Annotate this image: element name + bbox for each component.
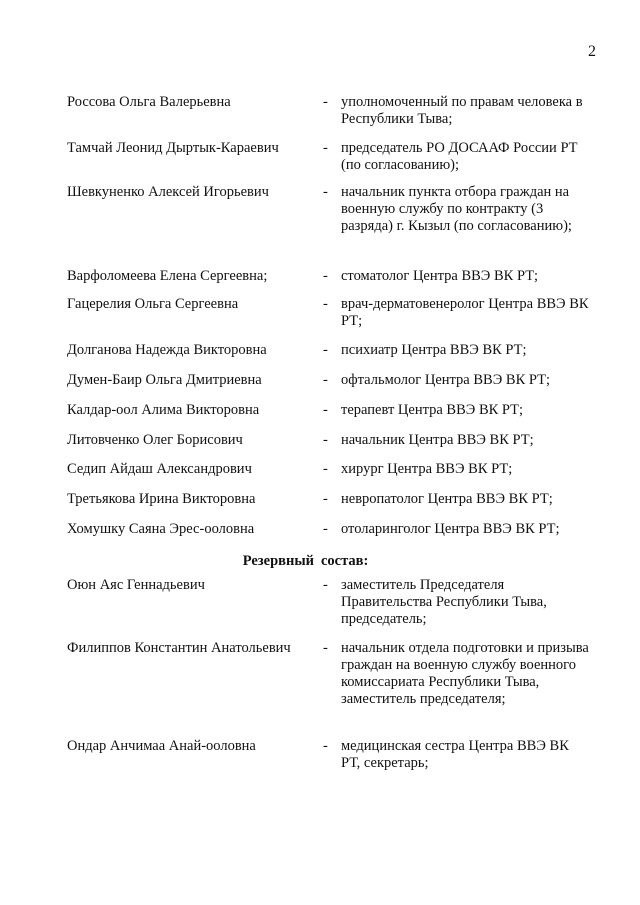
member-dash: - bbox=[323, 640, 328, 656]
member-role: врач-дерматовенеролог Центра ВВЭ ВК РТ; bbox=[341, 296, 589, 329]
member-role: невропатолог Центра ВВЭ ВК РТ; bbox=[341, 491, 553, 507]
member-name: Седип Айдаш Александрович bbox=[67, 461, 252, 477]
member-dash: - bbox=[323, 491, 328, 507]
member-role: уполномоченный по правам человека в Республики Тыва; bbox=[341, 94, 583, 127]
member-role: психиатр Центра ВВЭ ВК РТ; bbox=[341, 342, 527, 358]
reserve-title-word-1: Резервный bbox=[242, 553, 314, 569]
member-name: Оюн Аяс Геннадьевич bbox=[67, 577, 205, 593]
member-dash: - bbox=[323, 432, 328, 448]
member-role: терапевт Центра ВВЭ ВК РТ; bbox=[341, 402, 524, 418]
member-name: Третьякова Ирина Викторовна bbox=[67, 491, 256, 507]
member-name: Гацерелия Ольга Сергеевна bbox=[67, 296, 239, 312]
member-role: стоматолог Центра ВВЭ ВК РТ; bbox=[341, 268, 539, 284]
member-dash: - bbox=[323, 461, 328, 477]
member-name: Литовченко Олег Борисович bbox=[67, 432, 243, 448]
member-name: Шевкуненко Алексей Игорьевич bbox=[67, 184, 269, 200]
member-dash: - bbox=[323, 94, 328, 110]
member-dash: - bbox=[323, 184, 328, 200]
page-number-text: 2 bbox=[588, 43, 596, 60]
member-role: офтальмолог Центра ВВЭ ВК РТ; bbox=[341, 372, 550, 388]
member-role: начальник пункта отбора граждан на военную службу по контракту (3 разряда) г. Кызыл (по согласованию); bbox=[341, 184, 572, 234]
member-dash: - bbox=[323, 372, 328, 388]
member-name: Ондар Анчимаа Анай-ооловна bbox=[67, 738, 256, 754]
member-name: Филиппов Константин Анатольевич bbox=[67, 640, 291, 656]
member-dash: - bbox=[323, 521, 328, 537]
member-dash: - bbox=[323, 268, 328, 284]
member-name: Тамчай Леонид Дыртык-Караевич bbox=[67, 140, 279, 156]
member-dash: - bbox=[323, 296, 328, 312]
member-role: начальник отдела подготовки и призыва граждан на военную службу военного комиссариата Республики Тыва, заместитель председателя; bbox=[341, 640, 589, 707]
member-dash: - bbox=[323, 402, 328, 418]
member-dash: - bbox=[323, 738, 328, 754]
member-role: отоларинголог Центра ВВЭ ВК РТ; bbox=[341, 521, 560, 537]
member-name: Россова Ольга Валерьевна bbox=[67, 94, 231, 110]
page-number bbox=[588, 43, 596, 60]
member-dash: - bbox=[323, 342, 328, 358]
member-name: Хомушку Саяна Эрес-ооловна bbox=[67, 521, 255, 537]
member-role: медицинская сестра Центра ВВЭ ВК РТ, секретарь; bbox=[341, 738, 569, 771]
member-role: хирург Центра ВВЭ ВК РТ; bbox=[341, 461, 513, 477]
member-name: Долганова Надежда Викторовна bbox=[67, 342, 267, 358]
member-role: начальник Центра ВВЭ ВК РТ; bbox=[341, 432, 534, 448]
member-role: заместитель Председателя Правительства Республики Тыва, председатель; bbox=[341, 577, 547, 627]
member-name: Думен-Баир Ольга Дмитриевна bbox=[67, 372, 262, 388]
member-role: председатель РО ДОСААФ России РТ (по согласованию); bbox=[341, 140, 578, 173]
reserve-title-word-2: состав: bbox=[321, 553, 369, 569]
member-name: Калдар-оол Алима Викторовна bbox=[67, 402, 260, 418]
member-name: Варфоломеева Елена Сергеевна; bbox=[67, 268, 268, 284]
member-dash: - bbox=[323, 140, 328, 156]
member-dash: - bbox=[323, 577, 328, 593]
